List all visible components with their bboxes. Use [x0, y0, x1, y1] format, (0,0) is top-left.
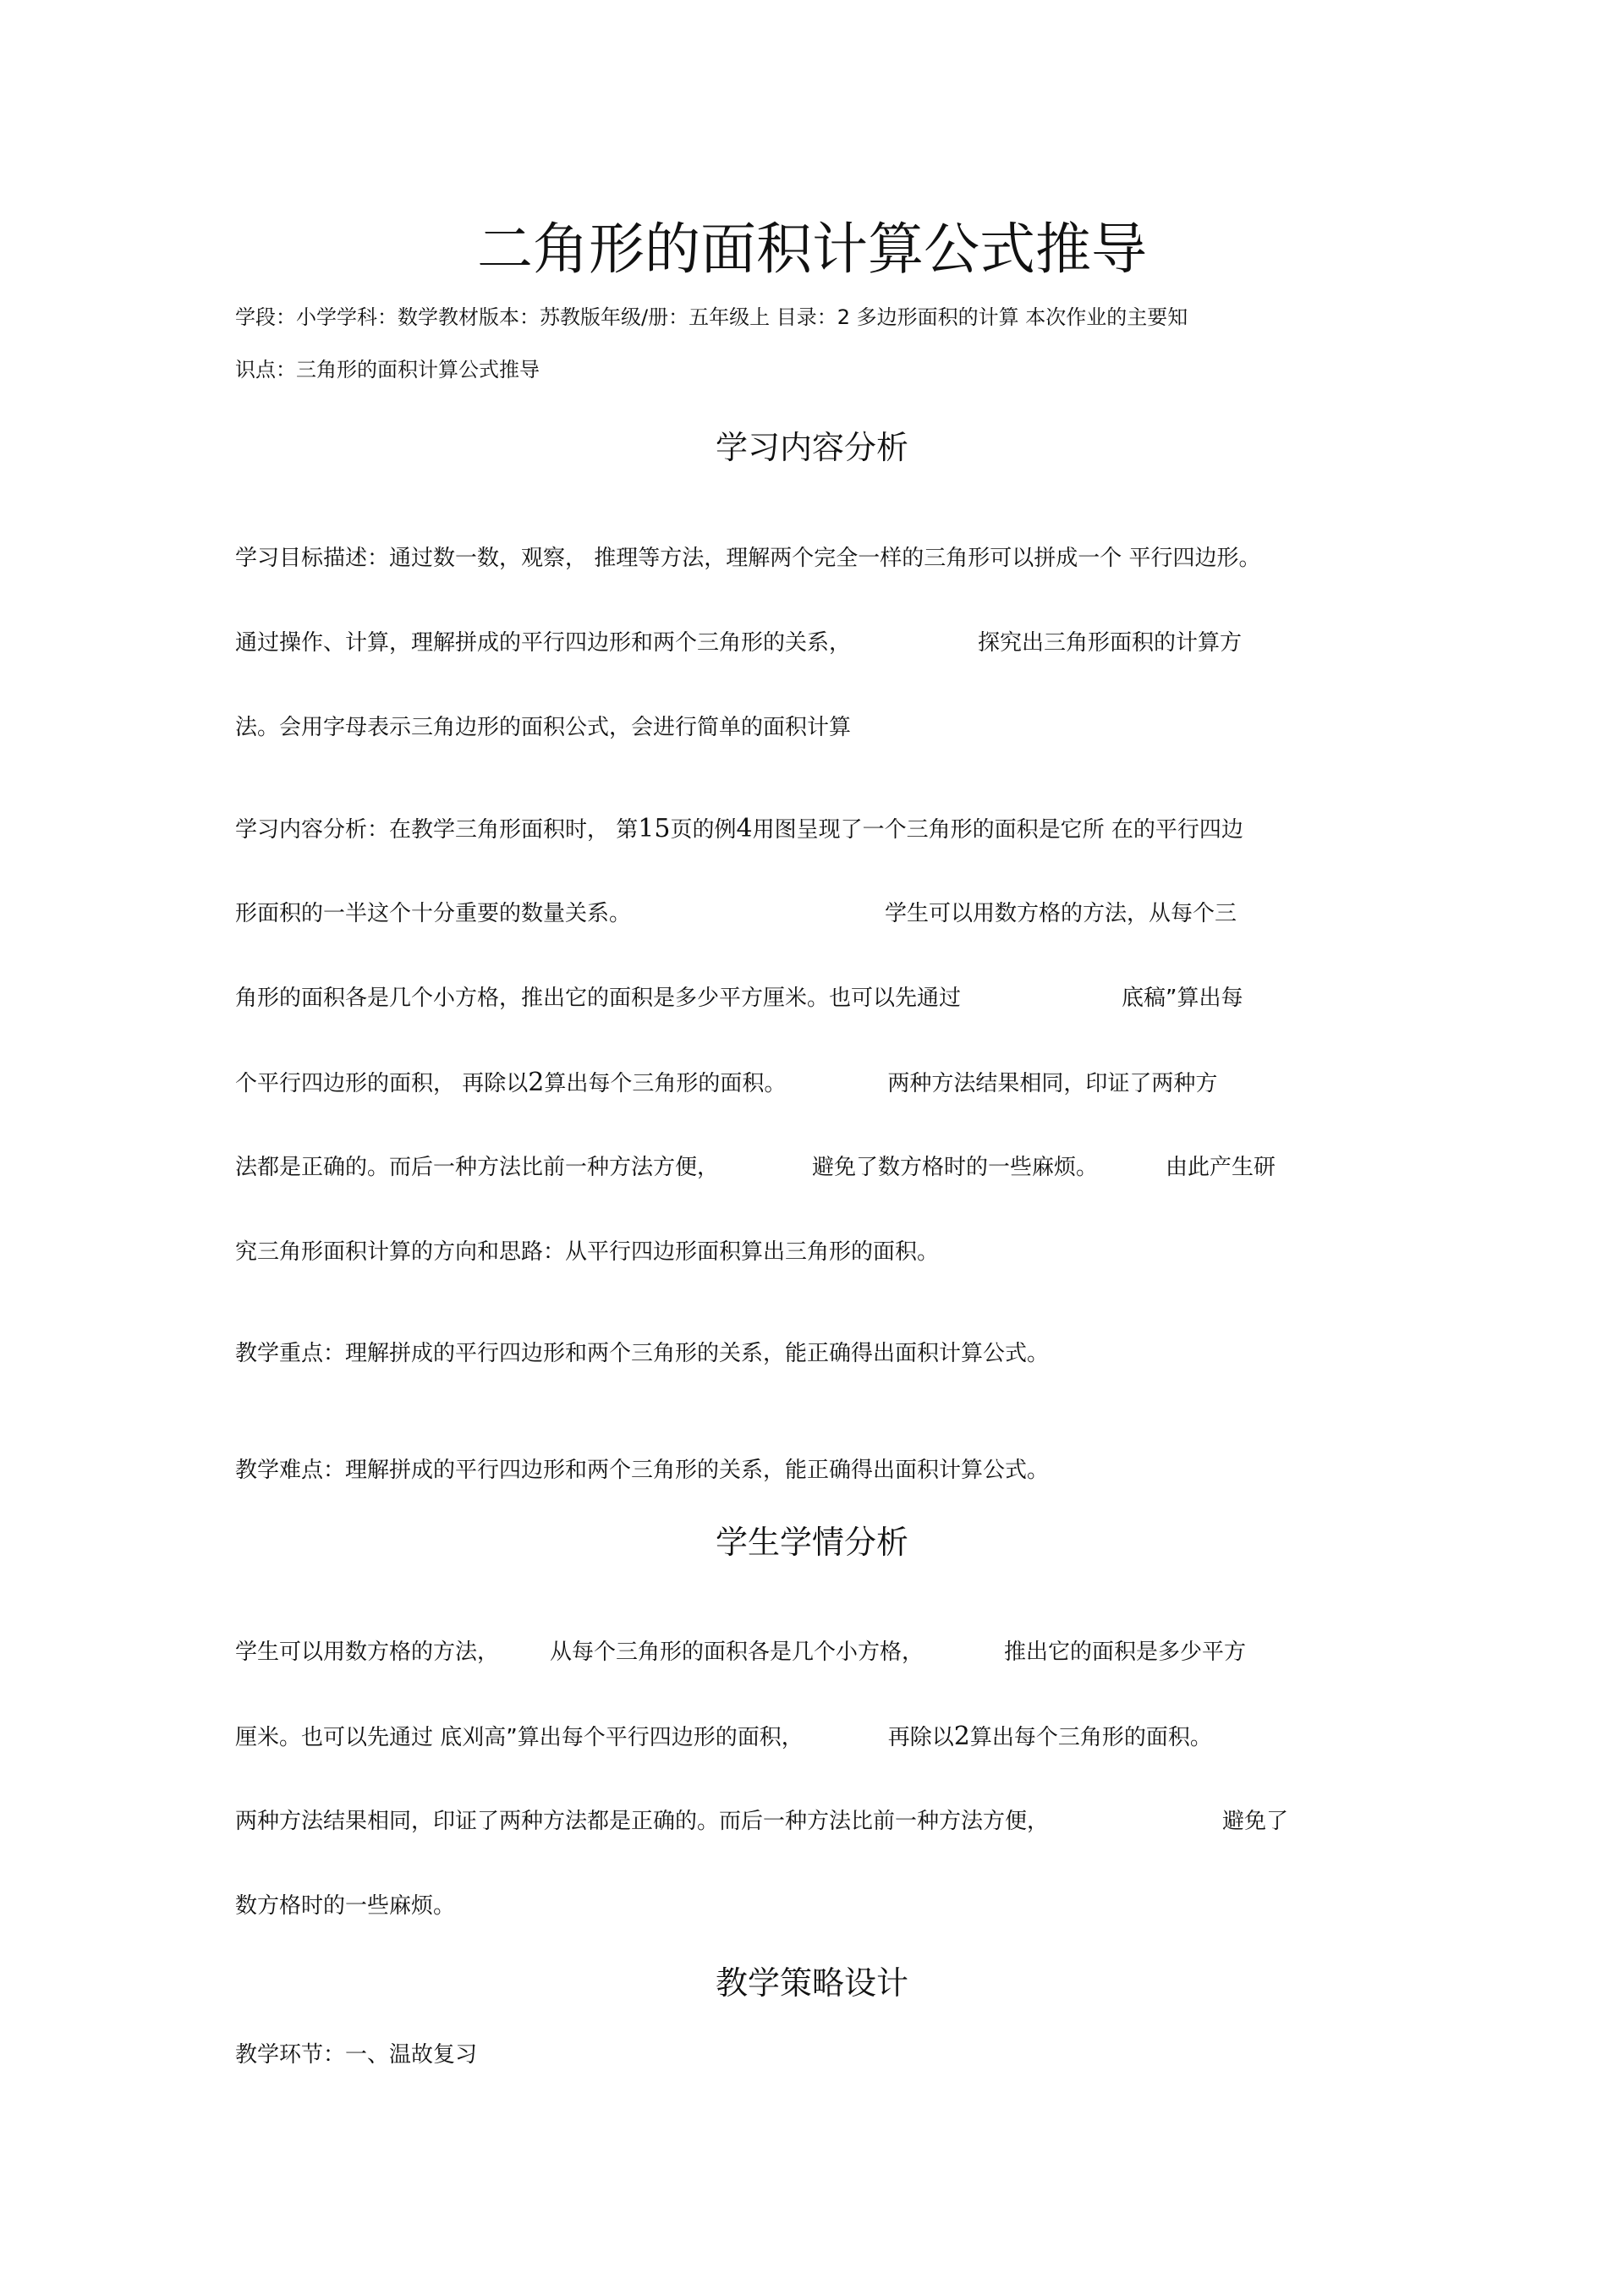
teaching-step: 教学环节：一、温故复习	[235, 2042, 478, 2068]
student-line-3-part-a: 两种方法结果相同，印证了两种方法都是正确的。而后一种方法比前一种方法方便，	[235, 1809, 1050, 1834]
divisor-number-2: 2	[953, 1722, 970, 1751]
goal-line-2-part-b: 探究出三角形面积的计算方	[978, 630, 1243, 656]
student-line-2-part-b: 再除以	[887, 1725, 954, 1750]
content-line-5	[235, 1153, 1276, 1182]
student-line-4: 数方格时的一些麻烦。	[235, 1893, 456, 1919]
section-heading-student-analysis: 学生学情分析	[715, 1524, 908, 1561]
document-title: 二角形的面积计算公式推导	[477, 217, 1147, 282]
student-line-2-part-a: 厘米。也可以先通过 底刈高”算出每个平行四边形的面积，	[235, 1725, 804, 1750]
content-line-2-part-a: 形面积的一半这个十分重要的数量关系。	[235, 901, 632, 926]
meta-line-2: 识点：三角形的面积计算公式推导	[235, 358, 540, 382]
divisor-number: 2	[528, 1068, 545, 1097]
example-number: 4	[736, 814, 753, 843]
content-line-3	[235, 984, 1243, 1013]
content-line-1-part-c: 用图呈现了一个三角形的面积是它所 在的平行四边	[752, 817, 1243, 843]
content-line-1	[235, 815, 1243, 844]
meta-line-1: 学段：小学学科：数学教材版本：苏教版年级/册：五年级上 目录：2 多边形面积的计算 本次作业的主要知	[235, 305, 1188, 329]
section-heading-content-analysis: 学习内容分析	[715, 429, 908, 466]
section-heading-strategy: 教学策略设计	[715, 1964, 908, 2002]
content-line-5-part-a: 法都是正确的。而后一种方法比前一种方法方便，	[235, 1155, 720, 1180]
goal-line-2	[235, 629, 1242, 657]
student-line-2-part-c: 算出每个三角形的面积。	[969, 1725, 1212, 1750]
student-line-1-part-b: 从每个三角形的面积各是几个小方格，	[550, 1640, 924, 1665]
page-number: 15	[638, 814, 671, 843]
content-line-5-part-b: 避免了数方格时的一些麻烦。	[812, 1155, 1099, 1180]
student-line-1-part-a: 学生可以用数方格的方法，	[235, 1640, 500, 1665]
difficulty-point: 教学难点：理解拼成的平行四边形和两个三角形的关系，能正确得出面积计算公式。	[235, 1458, 1050, 1483]
content-line-3-part-b: 底稿”算出每	[1122, 986, 1243, 1011]
content-line-3-part-a: 角形的面积各是几个小方格，推出它的面积是多少平方厘米。也可以先通过	[235, 986, 962, 1011]
content-line-2	[235, 899, 1237, 928]
content-line-5-part-c: 由此产生研	[1166, 1155, 1276, 1180]
student-line-1-part-c: 推出它的面积是多少平方	[1004, 1640, 1247, 1665]
goal-line-3: 法。会用字母表示三角边形的面积公式，会进行简单的面积计算	[235, 715, 852, 740]
goal-line-2-part-a: 通过操作、计算，理解拼成的平行四边形和两个三角形的关系，	[235, 630, 852, 656]
key-point: 教学重点：理解拼成的平行四边形和两个三角形的关系，能正确得出面积计算公式。	[235, 1341, 1050, 1366]
content-line-1-part-b: 页的例	[670, 817, 737, 843]
content-line-6: 究三角形面积计算的方向和思路：从平行四边形面积算出三角形的面积。	[235, 1239, 940, 1265]
student-line-3-part-b: 避免了	[1222, 1809, 1289, 1834]
content-line-4-part-a: 个平行四边形的面积， 再除以	[235, 1071, 529, 1096]
content-line-4	[235, 1068, 1217, 1098]
content-line-1-part-a: 学习内容分析：在教学三角形面积时， 第	[235, 817, 639, 843]
content-line-4-part-c: 两种方法结果相同，印证了两种方	[887, 1071, 1218, 1096]
student-line-3	[235, 1807, 1288, 1836]
student-line-2	[235, 1722, 1212, 1752]
student-line-1	[235, 1638, 1246, 1667]
content-line-2-part-b: 学生可以用数方格的方法，从每个三	[885, 901, 1237, 926]
content-line-4-part-b: 算出每个三角形的面积。	[544, 1071, 787, 1096]
goal-line-1: 学习目标描述：通过数一数，观察， 推理等方法，理解两个完全一样的三角形可以拼成一个 平行四边形。	[235, 546, 1261, 571]
